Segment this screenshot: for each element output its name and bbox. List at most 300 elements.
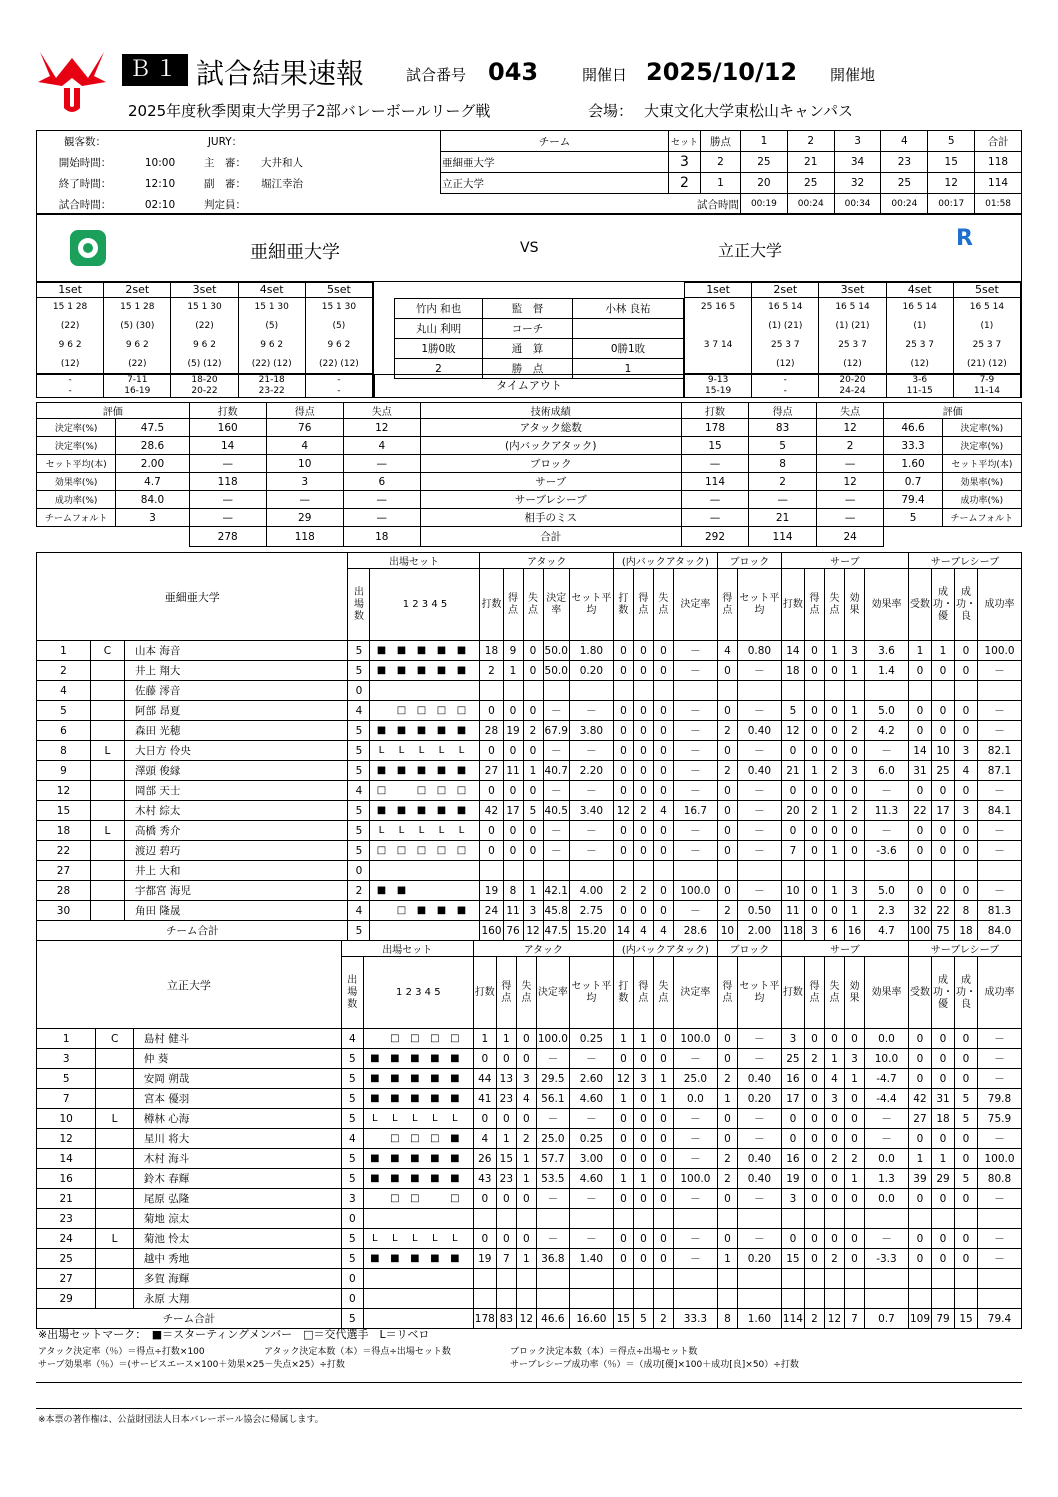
player-stat: 0.0: [864, 1189, 908, 1209]
player-stat: 10: [781, 881, 804, 901]
stats-cell: 相手のミス: [420, 509, 681, 527]
set-mark: ■: [410, 1153, 420, 1164]
player-stat: 0.20: [737, 1089, 781, 1109]
player-stat: [613, 681, 633, 701]
player-stat: [824, 1289, 844, 1309]
player-stat: 0: [503, 741, 523, 761]
set-mark: ■: [416, 645, 427, 656]
player-stat: －: [536, 1189, 569, 1209]
set-marks: [363, 1249, 473, 1269]
player-stat: [844, 1289, 864, 1309]
player-stat: 1: [653, 1069, 673, 1089]
set-rotation: [819, 298, 886, 373]
date-label: 開催日: [582, 66, 628, 84]
column-header: 失点: [824, 957, 844, 1029]
player-stat: －: [543, 821, 569, 841]
stats-cell: 12: [343, 419, 420, 437]
player-stat: 0.0: [673, 1089, 717, 1109]
home-timeouts: [36, 374, 374, 398]
player-stat: [90, 721, 124, 741]
player-stat: 3: [844, 1049, 864, 1069]
player-stat: [844, 681, 864, 701]
player-stat: 0: [653, 741, 673, 761]
set-mark: L: [418, 825, 425, 836]
set-mark: ■: [436, 905, 447, 916]
player-stat: 0: [781, 781, 804, 801]
player-stat: [955, 861, 978, 881]
player-stat: 11: [503, 761, 523, 781]
player-stat: [864, 1209, 908, 1229]
stats-cell: 47.5: [116, 419, 189, 437]
team-total: 14: [613, 921, 633, 941]
stats-cell: 79.4: [884, 491, 942, 509]
col-team: チーム: [441, 131, 669, 152]
player-stat: 0: [633, 741, 653, 761]
stats-header: 評価: [884, 403, 1022, 419]
player-stat: －: [737, 1229, 781, 1249]
timeout-cell: [171, 375, 238, 397]
player-stat: [496, 1269, 516, 1289]
player-stat: 8: [503, 881, 523, 901]
set-mark: ■: [456, 765, 467, 776]
player-stat: [496, 1209, 516, 1229]
player-stat: 0: [824, 1129, 844, 1149]
player-stat: [96, 1269, 134, 1289]
away-player-table: [36, 940, 1022, 1329]
player-stat: [96, 1129, 134, 1149]
team-total: 4: [653, 921, 673, 941]
player-stat: 2: [613, 881, 633, 901]
set-mark: □: [450, 1033, 460, 1044]
player-stat: 0: [653, 841, 673, 861]
team-total: 2: [804, 1309, 824, 1329]
set-marks: [363, 1209, 473, 1229]
player-stat: 23: [37, 1209, 96, 1229]
player-stat: 5: [348, 641, 370, 661]
column-header: 失点: [516, 957, 536, 1029]
player-stat: 0: [932, 1029, 955, 1049]
player-stat: 3: [824, 1089, 844, 1109]
column-header: 決定率: [673, 569, 717, 641]
stats-cell: 12: [816, 473, 884, 491]
player-stat: 0.40: [737, 1149, 781, 1169]
player-stat: 0: [516, 1049, 536, 1069]
player-stat: [717, 1289, 737, 1309]
col-set: 5: [928, 131, 975, 152]
player-stat: 0: [804, 1089, 824, 1109]
stats-cell: 決定率(%): [37, 419, 116, 437]
player-stat: 19: [473, 1249, 496, 1269]
player-stat: 0: [717, 741, 737, 761]
player-stat: －: [569, 1229, 613, 1249]
player-stat: 2: [717, 1149, 737, 1169]
blank: [942, 527, 1021, 547]
team-total: 160: [480, 921, 503, 941]
player-stat: 18: [480, 641, 503, 661]
player-stat: 27: [37, 1269, 96, 1289]
rotation-line: 16 5 14: [902, 302, 937, 312]
set-mark: ■: [430, 1093, 440, 1104]
set-mark: ■: [450, 1093, 460, 1104]
timeout-cell: [819, 375, 886, 397]
stats-cell: 178: [681, 419, 749, 437]
timeout-score: 3-6: [912, 375, 928, 385]
column-header: 打数: [781, 569, 804, 641]
stats-total: 292: [681, 527, 749, 547]
player-stat: 0: [955, 721, 978, 741]
rotation-line: (12): [843, 359, 862, 369]
rotation-line: (12): [60, 359, 80, 369]
player-stat: [90, 861, 124, 881]
set-label: 5set: [306, 283, 373, 297]
player-row: [37, 1129, 1022, 1149]
stats-cell: 5: [884, 509, 942, 527]
player-stat: 0: [932, 721, 955, 741]
timeout-score: 15-19: [705, 386, 732, 396]
player-stat: 3.80: [569, 721, 613, 741]
player-stat: 7: [496, 1249, 516, 1269]
player-stat: －: [673, 781, 717, 801]
set-mark: ■: [436, 665, 447, 676]
player-stat: 0: [804, 901, 824, 921]
player-stat: 3: [781, 1189, 804, 1209]
player-stat: 1: [824, 801, 844, 821]
col-set: 3: [834, 131, 881, 152]
team-total: 15.20: [569, 921, 613, 941]
rotation-line: 25 16 5: [700, 302, 736, 312]
player-stat: 0.50: [737, 901, 781, 921]
team-total: 75: [932, 921, 955, 941]
player-stat: 5: [341, 1049, 363, 1069]
player-stat: [955, 1269, 978, 1289]
set-mark: ■: [456, 805, 467, 816]
sets-won: 3: [669, 152, 701, 173]
set-mark: L: [452, 1233, 458, 1244]
player-stat: 0: [717, 821, 737, 841]
start-time: 10:00: [144, 156, 176, 169]
set-mark: L: [372, 1113, 378, 1124]
team-total: 4: [633, 921, 653, 941]
player-stat: [569, 861, 613, 881]
column-header: 成功・優: [932, 569, 955, 641]
time-label: 試合時間: [441, 194, 741, 215]
player-stat: －: [978, 1189, 1022, 1209]
info-table: [40, 131, 436, 215]
player-stat: [717, 1209, 737, 1229]
player-stat: [90, 781, 124, 801]
player-stat: 5: [348, 841, 370, 861]
away-set-rotation: [684, 298, 1022, 374]
player-stat: －: [864, 1129, 908, 1149]
set-mark: ■: [416, 725, 427, 736]
set-score: 25: [787, 173, 834, 194]
player-stat: 8: [955, 901, 978, 921]
player-stat: [804, 861, 824, 881]
player-stat: [978, 1289, 1022, 1309]
player-stat: [781, 861, 804, 881]
player-stat: [804, 1209, 824, 1229]
player-stat: 0: [653, 821, 673, 841]
column-header: 得点: [717, 957, 737, 1029]
division-badge: Ｂ１: [122, 54, 188, 86]
player-stat: [824, 861, 844, 881]
player-stat: 0: [824, 1229, 844, 1249]
set-mark: ■: [416, 765, 427, 776]
player-stat: 0: [516, 1189, 536, 1209]
stats-cell: —: [189, 509, 266, 527]
player-stat: 0: [781, 821, 804, 841]
player-stat: 40.7: [543, 761, 569, 781]
stats-cell: —: [681, 455, 749, 473]
player-stat: 12: [37, 781, 91, 801]
player-stat: 0: [908, 1049, 931, 1069]
player-stat: 0: [908, 881, 931, 901]
set-mark: □: [436, 845, 447, 856]
player-row: [37, 1289, 1022, 1309]
set-mark: L: [438, 825, 445, 836]
set-mark: □: [436, 785, 447, 796]
stats-cell: 118: [189, 473, 266, 491]
player-stat: 0: [480, 821, 503, 841]
player-stat: 0: [804, 701, 824, 721]
player-row: [37, 801, 1022, 821]
player-stat: 25: [932, 761, 955, 781]
player-stat: 22: [37, 841, 91, 861]
player-stat: －: [864, 781, 908, 801]
set-rotation: [954, 298, 1021, 373]
player-stat: 0: [516, 1109, 536, 1129]
set-mark: ■: [370, 1093, 380, 1104]
player-stat: 1: [844, 1069, 864, 1089]
rotation-line: 9 6 2: [125, 340, 149, 350]
player-stat: 0: [908, 1249, 931, 1269]
stats-cell: 2: [816, 437, 884, 455]
player-stat: 25: [781, 1049, 804, 1069]
player-row: [37, 821, 1022, 841]
player-stat: 0: [932, 1049, 955, 1069]
player-stat: 32: [908, 901, 931, 921]
player-stat: 0: [717, 881, 737, 901]
player-stat: 0: [844, 1029, 864, 1049]
player-stat: 0: [804, 1109, 824, 1129]
player-stat: 2: [717, 1069, 737, 1089]
player-stat: 1: [717, 1249, 737, 1269]
rotation-line: [685, 317, 751, 336]
player-name: 澤頭 俊縁: [124, 761, 347, 781]
set-mark: ■: [370, 1153, 380, 1164]
player-stat: 3.6: [864, 641, 908, 661]
player-stat: [737, 1209, 781, 1229]
set-mark: □: [396, 905, 407, 916]
report-title: 試合結果速報: [196, 57, 365, 90]
player-name: 角田 隆晟: [124, 901, 347, 921]
rotation-line: (5) (12): [187, 359, 222, 369]
timeout-score: 20-22: [191, 386, 218, 396]
player-stat: 19: [503, 721, 523, 741]
player-stat: [473, 1289, 496, 1309]
player-stat: 0: [613, 661, 633, 681]
team-total: 5: [341, 1309, 363, 1329]
player-stat: 1: [37, 1029, 96, 1049]
stats-total: 24: [816, 527, 884, 547]
stats-cell: 33.3: [884, 437, 942, 455]
player-stat: 0: [824, 721, 844, 741]
player-stat: 0: [908, 701, 931, 721]
player-stat: 0: [613, 901, 633, 921]
rotation-line: 9 6 2: [260, 340, 284, 350]
blank: [884, 527, 942, 547]
player-stat: 0: [955, 701, 978, 721]
player-stat: 42.1: [543, 881, 569, 901]
set-marks: [370, 661, 480, 681]
rotation-line: (5) (30): [120, 321, 155, 331]
player-stat: [503, 861, 523, 881]
player-stat: 1: [516, 1149, 536, 1169]
team-total: 3: [804, 921, 824, 941]
set-mark: ■: [450, 1053, 460, 1064]
player-stat: －: [978, 1049, 1022, 1069]
player-stat: 0: [932, 781, 955, 801]
player-stat: 0: [633, 1189, 653, 1209]
away-set-bar: [684, 282, 1022, 298]
player-stat: 1: [516, 1169, 536, 1189]
player-stat: [90, 701, 124, 721]
player-stat: 0: [348, 861, 370, 881]
player-stat: 0: [804, 1029, 824, 1049]
player-stat: 0: [480, 781, 503, 801]
stats-cell: —: [343, 509, 420, 527]
player-stat: 0: [480, 741, 503, 761]
away-timeouts: [684, 374, 1022, 398]
stats-cell: 3: [266, 473, 343, 491]
player-stat: L: [90, 821, 124, 841]
timeout-cell: [887, 375, 954, 397]
player-stat: 0: [804, 741, 824, 761]
player-stat: 0: [613, 1129, 633, 1149]
player-stat: [633, 861, 653, 881]
stats-cell: チームフォルト: [37, 509, 116, 527]
player-row: [37, 681, 1022, 701]
home-coach: 竹内 和也: [395, 299, 483, 319]
stats-cell: —: [343, 455, 420, 473]
column-header: 出場数: [341, 957, 363, 1029]
player-stat: －: [737, 1109, 781, 1129]
player-stat: [804, 1269, 824, 1289]
player-stat: －: [673, 661, 717, 681]
player-stat: 3: [341, 1189, 363, 1209]
stats-header: 打数: [189, 403, 266, 419]
player-stat: 0: [633, 641, 653, 661]
stats-header: 得点: [266, 403, 343, 419]
player-row: [37, 1109, 1022, 1129]
sets-won: 2: [669, 173, 701, 194]
team-total: 100: [908, 921, 931, 941]
set-score: 15: [928, 152, 975, 173]
spectators-label: 観客数：: [64, 136, 106, 148]
stats-cell: 6: [343, 473, 420, 491]
set-mark: L: [452, 1113, 458, 1124]
set-marks: [370, 781, 480, 801]
player-row: [37, 1249, 1022, 1269]
blank: [116, 527, 189, 547]
player-row: [37, 861, 1022, 881]
set-mark: ■: [456, 665, 467, 676]
set-mark: L: [378, 825, 385, 836]
player-row: [37, 1269, 1022, 1289]
player-stat: [908, 861, 931, 881]
note: ブロック決定本数（本）＝得点÷出場セット数: [510, 1347, 698, 1357]
player-stat: 0: [844, 821, 864, 841]
player-stat: －: [673, 1189, 717, 1209]
player-stat: [569, 1209, 613, 1229]
player-stat: 1: [844, 701, 864, 721]
group-header: アタック: [480, 553, 613, 569]
player-stat: －: [978, 721, 1022, 741]
col-set: 4: [881, 131, 928, 152]
player-stat: 0: [633, 1249, 653, 1269]
player-stat: 43: [473, 1169, 496, 1189]
stats-cell: 効果率(%): [942, 473, 1021, 491]
rotation-line: [685, 355, 751, 374]
stats-header: 評価: [37, 403, 190, 419]
player-stat: [955, 681, 978, 701]
stats-cell: —: [816, 509, 884, 527]
player-stat: 0: [717, 1129, 737, 1149]
stats-cell: 14: [189, 437, 266, 455]
team-total: 16.60: [569, 1309, 613, 1329]
player-row: [37, 1069, 1022, 1089]
player-stat: －: [737, 1029, 781, 1049]
player-stat: 0: [824, 701, 844, 721]
player-stat: [96, 1049, 134, 1069]
timeout-score: -: [783, 386, 787, 396]
player-stat: 0: [613, 841, 633, 861]
player-stat: 4.00: [569, 881, 613, 901]
set-score: 34: [834, 152, 881, 173]
player-stat: 18: [932, 1109, 955, 1129]
assistant-label: コーチ: [483, 319, 573, 339]
player-stat: 11: [781, 901, 804, 921]
player-name: 井上 大和: [124, 861, 347, 881]
team-total: 5: [633, 1309, 653, 1329]
rotation-line: (5): [265, 321, 279, 331]
set-mark: □: [430, 1133, 440, 1144]
player-stat: 1: [523, 761, 543, 781]
player-name: 木村 海斗: [133, 1149, 341, 1169]
set-mark: ■: [390, 1093, 400, 1104]
player-stat: 0.40: [737, 721, 781, 741]
player-stat: [781, 1289, 804, 1309]
rotation-line: 15 1 30: [321, 302, 357, 312]
player-stat: －: [673, 741, 717, 761]
player-stat: 0.0: [864, 1149, 908, 1169]
set-marks: [363, 1089, 473, 1109]
set-rotation: [37, 298, 104, 373]
divider: [36, 1408, 1022, 1409]
player-stat: －: [978, 1029, 1022, 1049]
rotation-line: (22) (12): [251, 359, 292, 369]
player-stat: 2: [824, 1249, 844, 1269]
player-stat: [824, 1209, 844, 1229]
player-stat: [932, 1289, 955, 1309]
player-stat: 0: [844, 1109, 864, 1129]
rotation-line: 15 1 30: [187, 302, 222, 312]
player-stat: [653, 1289, 673, 1309]
timeout-score: 20-20: [839, 375, 866, 385]
player-stat: －: [737, 781, 781, 801]
stats-cell: アタック総数: [420, 419, 681, 437]
column-header: 打数: [473, 957, 496, 1029]
